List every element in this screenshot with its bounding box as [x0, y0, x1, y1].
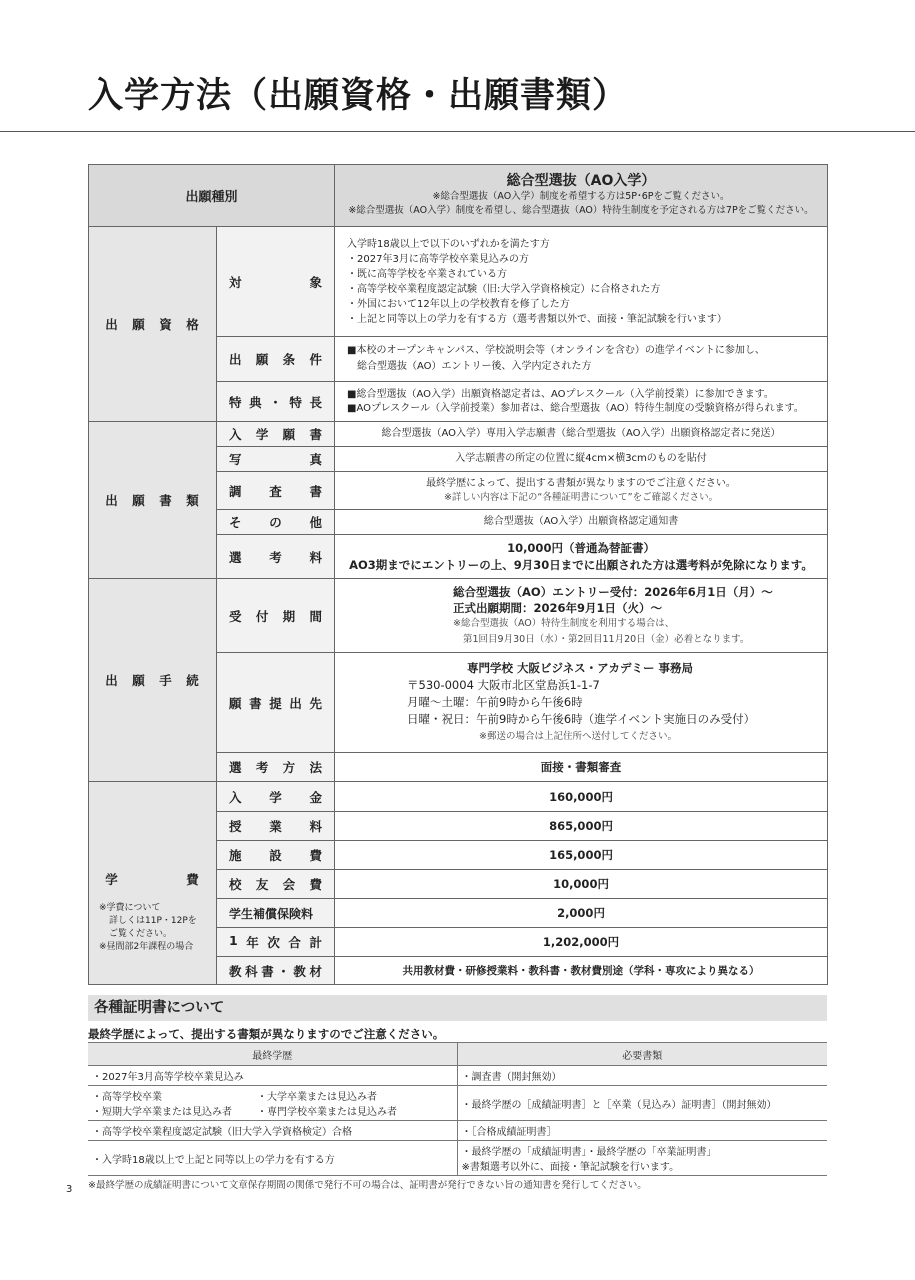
cert-left: ・高等学校卒業程度認定試験（旧大学入学資格検定）合格 — [88, 1121, 457, 1141]
submit-value — [335, 653, 828, 753]
fee-row-value: 865,000円 — [335, 812, 828, 841]
fee-amount: 10,000円（普通為替証書） — [507, 540, 655, 555]
target-label-text — [229, 273, 322, 291]
fee-row-value: 1,202,000円 — [335, 928, 828, 957]
label-char: 施 — [229, 848, 242, 863]
label-char: 費 — [309, 877, 322, 892]
label-char: 出 — [229, 352, 242, 367]
label-char: 教 — [293, 963, 306, 979]
label-char: 願 — [229, 695, 242, 711]
label-char: 次 — [267, 935, 280, 950]
period-value — [335, 579, 828, 653]
submit-address: 〒530-0004 大阪市北区堂島浜1-1-7 — [407, 678, 600, 692]
label-char: 科 — [245, 963, 258, 979]
label-char: 材 — [309, 963, 322, 979]
label-char: ・ — [269, 394, 282, 410]
label-char: 学 — [255, 427, 269, 442]
label-char: 年 — [246, 935, 259, 950]
fees-note-2: 詳しくは11P・12Pを — [109, 916, 197, 926]
cert-left — [88, 1086, 457, 1121]
cert-item: ・短期大学卒業または見込み者 — [92, 1107, 232, 1118]
period-line-1: 総合型選抜（AO）エントリー受付：2026年6月1日（月）～ — [453, 584, 773, 599]
cert-left-grid — [92, 1088, 453, 1118]
label-char: 特 — [289, 394, 302, 410]
cert-right: ・［合格成績証明書］ — [457, 1121, 827, 1141]
label-char: 考 — [255, 760, 269, 775]
label-char: 1 — [229, 933, 238, 948]
method-label — [217, 753, 335, 782]
certificates-heading: 各種証明書について — [88, 995, 827, 1021]
page-title: 入学方法（出願資格・出願書類） — [88, 76, 629, 116]
label-char: 長 — [309, 394, 323, 410]
label-char: 会 — [282, 877, 296, 892]
label-char: 付 — [255, 608, 269, 624]
period-note-1: ※総合型選抜（AO）特待生制度を利用する場合は、 — [453, 617, 675, 629]
fee-row-value: 2,000円 — [335, 899, 828, 928]
qualification-label: 出 願 資 格 — [89, 227, 217, 422]
type-title: 総合型選抜（AO入学） — [506, 172, 656, 189]
label-char: 間 — [309, 608, 322, 624]
label-char: 調 — [229, 483, 242, 499]
period-label — [217, 579, 335, 653]
benefit-line: ■総合型選抜（AO入学）出願資格認定者は、AOプレスクール（入学前授業）に参加できます。 — [347, 388, 774, 400]
condition-line: 総合型選抜（AO）エントリー後、入学内定された方 — [347, 361, 592, 372]
cert-right: ・調査書（開封無効） — [457, 1066, 827, 1086]
photo-label — [217, 447, 335, 472]
fee-row-label — [217, 841, 335, 870]
transcript-note: ※詳しい内容は下記の“各種証明書について”をご確認ください。 — [443, 491, 719, 503]
cert-item: ※書類選考以外に、面接・筆記試験を行います。 — [461, 1162, 680, 1173]
label-char: 件 — [309, 352, 322, 367]
condition-value — [335, 337, 828, 382]
benefit-line: ■AOプレスクール（入学前授業）参加者は、総合型選抜（AO）特待生制度の受験資格が得られます。 — [347, 402, 804, 414]
fee-value — [335, 535, 828, 579]
label-char: 入 — [229, 789, 242, 805]
condition-line: ■本校のオープンキャンパス、学校説明会等（オンラインを含む）の進学イベントに参加し、 — [347, 345, 765, 356]
label-char: 書 — [309, 483, 323, 499]
certificates-table — [88, 1042, 827, 1176]
target-line: ・既に高等学校を卒業されている方 — [347, 268, 508, 280]
title-divider — [0, 131, 915, 132]
target-line: 入学時18歳以上で以下のいずれかを満たす方 — [347, 238, 550, 250]
label-char: 書 — [261, 963, 274, 979]
label-char: 願 — [282, 427, 296, 442]
fee-row-label — [217, 870, 335, 899]
label-char: 期 — [282, 608, 296, 624]
fee-row-label — [217, 928, 335, 957]
cert-item: ・専門学校卒業または見込み者 — [257, 1107, 397, 1118]
photo-value: 入学志願書の所定の位置に縦4cm×横3cmのものを貼付 — [335, 447, 828, 472]
cert-item: ・高等学校卒業 — [92, 1092, 162, 1103]
label-char: 査 — [269, 483, 282, 499]
label-char: 金 — [309, 789, 323, 805]
other-label — [217, 510, 335, 535]
cert-right: ・最終学歴の［成績証明書］と［卒業（見込み）証明書］（開封無効） — [457, 1086, 827, 1121]
label-char: 法 — [309, 760, 322, 775]
label-char: 校 — [229, 877, 242, 892]
submit-note: ※郵送の場合は上記住所へ送付してください。 — [479, 731, 677, 742]
label-char: 考 — [269, 549, 282, 565]
label-char: 友 — [255, 877, 269, 892]
period-note-2: 第1回目9月30日（水）・第2回目11月20日（金）必着となります。 — [463, 633, 750, 645]
fee-row-label — [217, 782, 335, 812]
page-number: 3 — [66, 1184, 73, 1195]
cert-item: ・最終学歴の「成績証明書」・最終学歴の「卒業証明書」 — [461, 1147, 717, 1158]
fee-row-value: 160,000円 — [335, 782, 828, 812]
target-label — [217, 227, 335, 337]
fees-note-3: ご覧ください。 — [109, 929, 173, 939]
label-char: 特 — [229, 394, 242, 410]
header-type — [335, 165, 828, 227]
label-char: 真 — [309, 452, 323, 467]
label-char: 学生補償保険料 — [229, 906, 314, 921]
label-char: 書 — [249, 695, 262, 711]
label-char: 対 — [229, 274, 242, 290]
header-category: 出願種別 — [89, 165, 335, 227]
label-char: 願 — [255, 352, 269, 367]
label-char: 計 — [309, 935, 323, 950]
cert-right — [457, 1141, 827, 1176]
cert-left: ・2027年3月高等学校卒業見込み — [88, 1066, 457, 1086]
other-value: 総合型選抜（AO入学）出願資格認定通知書 — [335, 510, 828, 535]
col-header: 最終学歴 — [88, 1043, 457, 1066]
label-char: 写 — [229, 452, 242, 467]
target-line: ・外国において12年以上の学校教育を修了した方 — [347, 298, 570, 310]
label-char: 設 — [269, 848, 282, 863]
admission-table — [88, 164, 828, 985]
fees-label-text: 学 費 — [105, 872, 200, 887]
label-char: 教 — [229, 963, 242, 979]
label-char: ・ — [277, 963, 290, 979]
label-char: そ — [229, 515, 242, 530]
label-char: 方 — [282, 760, 296, 775]
label-char: 出 — [289, 695, 302, 711]
target-value — [335, 227, 828, 337]
footnote: ※最終学歴の成績証明書について文章保存期間の関係で発行不可の場合は、証明書が発行できない旨の通知書を発行してください。 — [88, 1180, 647, 1191]
fee-row-label — [217, 899, 335, 928]
benefit-label — [217, 382, 335, 422]
label-char: 授 — [229, 819, 242, 834]
submit-name: 専門学校 大阪ビジネス・アカデミー 事務局 — [467, 661, 694, 675]
transcript-text: 最終学歴によって、提出する書類が異なりますのでご注意ください。 — [426, 477, 736, 489]
cert-left: ・入学時18歳以上で上記と同等以上の学力を有する方 — [88, 1141, 457, 1176]
label-char: 料 — [309, 549, 323, 565]
label-char: 提 — [269, 695, 282, 711]
label-char: 料 — [309, 819, 323, 834]
label-char: 条 — [282, 352, 296, 367]
fee-label — [217, 535, 335, 579]
label-char: 入 — [229, 427, 242, 442]
documents-label: 出 願 書 類 — [89, 422, 217, 579]
application-label — [217, 422, 335, 447]
submit-label — [217, 653, 335, 753]
transcript-label — [217, 472, 335, 510]
label-char: 合 — [288, 935, 301, 950]
period-line-2: 正式出願期間：2026年9月1日（火）～ — [453, 600, 663, 615]
procedure-label: 出 願 手 続 — [89, 579, 217, 782]
fee-row-value: 165,000円 — [335, 841, 828, 870]
condition-label — [217, 337, 335, 382]
transcript-value — [335, 472, 828, 510]
target-line: ・高等学校卒業程度認定試験（旧:大学入学資格検定）に合格された方 — [347, 283, 661, 295]
header-note-2: ※総合型選抜（AO入学）制度を希望し、総合型選抜（AO）特待生制度を予定される方は7Pをご覧ください。 — [348, 204, 814, 216]
fees-note-4: ※昼間部2年課程の場合 — [99, 942, 194, 952]
target-line: ・上記と同等以上の学力を有する方（選考書類以外で、面接・筆記試験を行います） — [347, 313, 727, 325]
col-header: 必要書類 — [457, 1043, 827, 1066]
benefit-value — [335, 382, 828, 422]
fee-row-label — [217, 957, 335, 985]
fee-row-value: 10,000円 — [335, 870, 828, 899]
label-char: 典 — [249, 394, 262, 410]
fee-row-value: 共用教材費・研修授業料・教科書・教材費別途（学科・専攻により異なる） — [335, 957, 828, 985]
header-note-1: ※総合型選抜（AO入学）制度を希望する方は5P･6Pをご覧ください。 — [432, 190, 730, 202]
label-char: 選 — [229, 549, 242, 565]
fee-note: AO3期までにエントリーの上、9月30日までに出願された方は選考料が免除になります。 — [349, 557, 813, 572]
label-char: 受 — [229, 608, 242, 624]
label-char: 他 — [309, 515, 323, 530]
cert-item: ・大学卒業または見込み者 — [257, 1092, 377, 1103]
label-char: の — [269, 515, 282, 530]
application-value: 総合型選抜（AO入学）専用入学志願書（総合型選抜（AO入学）出願資格認定者に発送） — [335, 422, 828, 447]
label-char: 学 — [269, 789, 282, 805]
label-char: 先 — [309, 695, 323, 711]
submit-hours-1: 月曜～土曜：午前9時から午後6時 — [407, 695, 583, 709]
method-value: 面接・書類審査 — [335, 753, 828, 782]
fees-note — [89, 902, 216, 954]
fees-label — [89, 782, 217, 985]
target-line: ・2027年3月に高等学校卒業見込みの方 — [347, 253, 529, 265]
certificates-lead: 最終学歴によって、提出する書類が異なりますのでご注意ください。 — [88, 1027, 445, 1041]
label-char: 象 — [309, 274, 323, 290]
label-char: 費 — [309, 848, 323, 863]
label-char: 業 — [269, 819, 282, 834]
fee-row-label — [217, 812, 335, 841]
label-char: 選 — [229, 760, 242, 775]
label-char: 書 — [309, 427, 322, 442]
fees-note-1: ※学費について — [99, 903, 161, 913]
submit-hours-2: 日曜・祝日：午前9時から午後6時（進学イベント実施日のみ受付） — [407, 712, 756, 726]
